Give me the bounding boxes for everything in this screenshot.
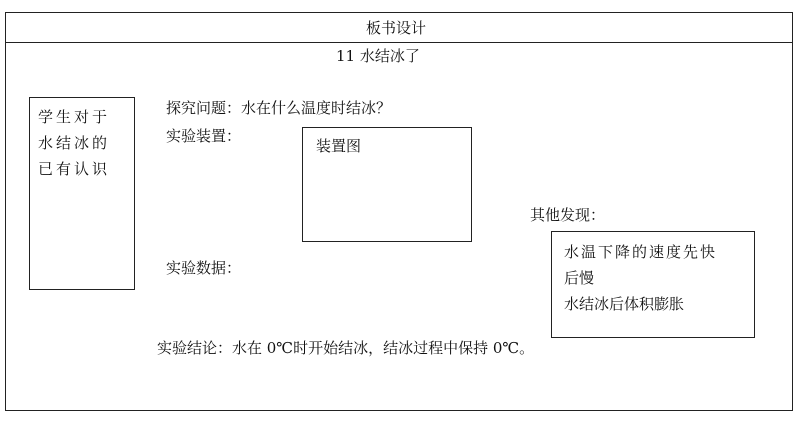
board-title: 板书设计 (366, 19, 427, 37)
apparatus-label: 实验装置： (166, 127, 242, 145)
header-divider (5, 42, 793, 43)
apparatus-diagram-label: 装置图 (316, 137, 362, 155)
inquiry-question (166, 97, 391, 119)
inquiry-question-label: 探究问题： (166, 99, 242, 117)
prior-knowledge-box (29, 97, 135, 290)
finding-item: 后慢 (564, 269, 595, 287)
experiment-data-label: 实验数据： (166, 259, 242, 277)
apparatus-diagram-box (302, 127, 472, 242)
lesson-title: 11 水结冰了 (336, 47, 420, 65)
finding-item: 水温下降的速度先快 (564, 243, 718, 261)
experiment-conclusion: 实验结论：水在 0℃时开始结冰，结冰过程中保持 0℃。 (157, 339, 535, 357)
finding-item: 水结冰后体积膨胀 (564, 295, 685, 313)
other-findings-box (551, 231, 755, 338)
other-findings-label: 其他发现： (530, 206, 606, 224)
prior-knowledge-text: 学生对于水结冰的已有认识 (38, 108, 111, 178)
inquiry-question-text: 水在什么温度时结冰？ (241, 99, 392, 117)
